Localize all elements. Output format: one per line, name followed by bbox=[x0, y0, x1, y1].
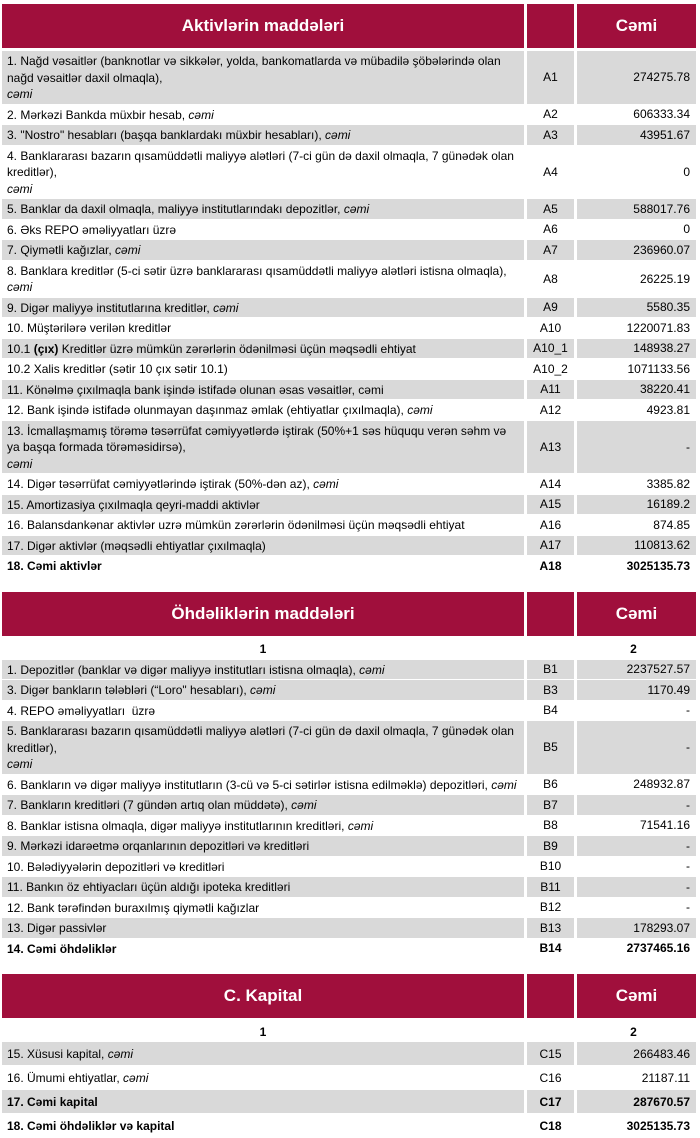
assets-rows bbox=[2, 51, 699, 577]
table-row bbox=[2, 400, 699, 421]
row-code: A5 bbox=[527, 199, 577, 219]
numbering-col-2: 2 bbox=[577, 639, 696, 660]
row-value: 148938.27 bbox=[577, 339, 696, 359]
assets-total-column-header: Cəmi bbox=[577, 4, 696, 48]
row-code: B9 bbox=[527, 836, 577, 856]
row-label: 11. Könəlmə çıxılmaqla bank işində istifadə olunan əsas vəsaitlər, cəmi bbox=[2, 380, 527, 400]
row-value: 1170.49 bbox=[577, 680, 696, 700]
row-value: 0 bbox=[683, 164, 690, 179]
row-label: 17. Digər aktivlər (məqsədli ehtiyatlar çıxılmaqla) bbox=[2, 536, 527, 556]
row-label: 5. Banklararası bazarın qısamüddətli maliyyə alətləri (7-ci gün də daxil olmaqla, 7 günədək olan kreditlər), cəmi bbox=[2, 721, 527, 774]
row-value: - bbox=[686, 900, 690, 915]
row-value: 2737465.16 bbox=[626, 941, 690, 956]
row-label: 3. "Nostro" hesabları (başqa banklardakı müxbir hesabları), cəmi bbox=[2, 125, 527, 145]
row-value: - bbox=[686, 859, 690, 874]
row-value: 26225.19 bbox=[639, 271, 690, 286]
row-code: A13 bbox=[527, 421, 577, 474]
numbering-col-empty bbox=[527, 639, 577, 660]
table-row bbox=[2, 775, 699, 796]
row-code: B10 bbox=[527, 857, 577, 877]
row-label: 6. Bankların və digər maliyyə institutların (3-cü və 5-ci sətirlər istisna edilməklə) depozitləri, cəmi bbox=[2, 775, 527, 795]
row-value: 588017.76 bbox=[577, 199, 696, 219]
liabilities-section-title: Öhdəliklərin maddələri bbox=[2, 592, 527, 636]
table-row bbox=[2, 536, 699, 557]
table-row bbox=[2, 298, 699, 319]
row-label: 16. Balansdankənar aktivlər uzrə mümkün zərərlərin ödənilməsi üçün məqsədli ehtiyat bbox=[2, 515, 527, 535]
row-value: 3385.82 bbox=[646, 476, 690, 491]
table-row bbox=[2, 1066, 699, 1090]
row-code: B8 bbox=[527, 816, 577, 836]
row-value: 274275.78 bbox=[577, 51, 696, 104]
table-row bbox=[2, 146, 699, 200]
row-code: B14 bbox=[527, 939, 577, 959]
row-value: - bbox=[577, 795, 696, 815]
table-row bbox=[2, 680, 699, 701]
table-row bbox=[2, 721, 699, 775]
liabilities-header-row bbox=[2, 592, 699, 639]
row-code: A14 bbox=[527, 474, 577, 494]
row-value: - bbox=[577, 877, 696, 897]
row-label: 14. Cəmi öhdəliklər bbox=[2, 939, 527, 959]
row-code: A7 bbox=[527, 240, 577, 260]
row-value: 287670.57 bbox=[577, 1090, 696, 1113]
liabilities-code-column-header bbox=[527, 592, 577, 636]
liabilities-total-column-header: Cəmi bbox=[577, 592, 696, 636]
row-value: 2237527.57 bbox=[577, 660, 696, 680]
row-code: A9 bbox=[527, 298, 577, 318]
capital-total-column-header: Cəmi bbox=[577, 974, 696, 1018]
section-assets bbox=[2, 4, 699, 577]
table-row bbox=[2, 1042, 699, 1066]
table-row bbox=[2, 939, 699, 960]
row-value: 16189.2 bbox=[577, 495, 696, 515]
row-label: 6. Əks REPO əməliyyatları üzrə bbox=[2, 220, 527, 240]
row-code: B13 bbox=[527, 918, 577, 938]
table-row bbox=[2, 836, 699, 857]
row-code: A11 bbox=[527, 380, 577, 400]
row-value: 71541.16 bbox=[639, 818, 690, 833]
row-code: B6 bbox=[527, 775, 577, 795]
assets-code-column-header bbox=[527, 4, 577, 48]
row-label: 17. Cəmi kapital bbox=[2, 1090, 527, 1113]
row-code: A8 bbox=[527, 261, 577, 297]
row-code: A10_2 bbox=[527, 359, 577, 379]
row-code: B5 bbox=[527, 721, 577, 774]
table-row bbox=[2, 660, 699, 681]
row-label: 2. Mərkəzi Bankda müxbir hesab, cəmi bbox=[2, 105, 527, 125]
row-label: 10. Bələdiyyələrin depozitləri və kreditləri bbox=[2, 857, 527, 877]
table-row bbox=[2, 359, 699, 380]
row-code: A6 bbox=[527, 220, 577, 240]
row-label: 8. Banklara kreditlər (5-ci sətir üzrə banklararası qısamüddətli maliyyə alətləri istisna olmaqla), cəmi bbox=[2, 261, 527, 297]
table-row bbox=[2, 857, 699, 878]
table-row bbox=[2, 51, 699, 105]
row-code: B12 bbox=[527, 898, 577, 918]
row-code: A16 bbox=[527, 515, 577, 535]
numbering-col-2: 2 bbox=[577, 1021, 696, 1042]
row-label: 4. Banklararası bazarın qısamüddətli maliyyə alətləri (7-ci gün də daxil olmaqla, 7 günədək olan kreditlər), cəmi bbox=[2, 146, 527, 199]
row-label: 5. Banklar da daxil olmaqla, maliyyə institutlarındakı depozitlər, cəmi bbox=[2, 199, 527, 219]
row-code: A12 bbox=[527, 400, 577, 420]
row-value: 21187.11 bbox=[641, 1070, 690, 1085]
row-value: 5580.35 bbox=[577, 298, 696, 318]
row-label: 12. Bank tərəfindən buraxılmış qiymətli kağızlar bbox=[2, 898, 527, 918]
row-label: 15. Xüsusi kapital, cəmi bbox=[2, 1042, 527, 1065]
numbering-col-1: 1 bbox=[2, 639, 527, 660]
row-value: 1071133.56 bbox=[627, 361, 690, 376]
row-label: 1. Nağd vəsaitlər (banknotlar və sikkələr, yolda, bankomatlarda və mübadilə şöbələrində olan nağd vəsaitlər daxil olmaqla), cəmi bbox=[2, 51, 527, 104]
table-row bbox=[2, 199, 699, 220]
section-liabilities bbox=[2, 592, 699, 960]
table-row bbox=[2, 339, 699, 360]
assets-header-row bbox=[2, 4, 699, 51]
row-value: 606333.34 bbox=[633, 107, 690, 122]
numbering-col-empty bbox=[527, 1021, 577, 1042]
row-label: 18. Cəmi aktivlər bbox=[2, 556, 527, 576]
table-row bbox=[2, 898, 699, 919]
row-value: 266483.46 bbox=[577, 1042, 696, 1065]
row-value: 4923.81 bbox=[646, 402, 690, 417]
row-value: 43951.67 bbox=[577, 125, 696, 145]
row-value: 38220.41 bbox=[577, 380, 696, 400]
table-row bbox=[2, 261, 699, 298]
table-row bbox=[2, 495, 699, 516]
row-label: 7. Qiymətli kağızlar, cəmi bbox=[2, 240, 527, 260]
row-value: 3025135.73 bbox=[626, 1118, 690, 1133]
row-value: 0 bbox=[683, 222, 690, 237]
row-label: 9. Digər maliyyə institutlarına kreditlər, cəmi bbox=[2, 298, 527, 318]
row-value: - bbox=[577, 421, 696, 474]
section-capital bbox=[2, 974, 699, 1138]
row-code: A4 bbox=[527, 146, 577, 199]
row-code: C15 bbox=[527, 1042, 577, 1065]
row-label: 9. Mərkəzi idarəetmə orqanlarının depozitləri və kreditləri bbox=[2, 836, 527, 856]
capital-header-row bbox=[2, 974, 699, 1021]
row-label: 15. Amortizasiya çıxılmaqla qeyri-maddi aktivlər bbox=[2, 495, 527, 515]
row-value: 3025135.73 bbox=[626, 558, 690, 573]
row-label: 10. Müştərilərə verilən kreditlər bbox=[2, 318, 527, 338]
row-value: 248932.87 bbox=[633, 777, 690, 792]
row-code: A1 bbox=[527, 51, 577, 104]
row-label: 10.1 (çıx) Kreditlər üzrə mümkün zərərlərin ödənilməsi üçün məqsədli ehtiyat bbox=[2, 339, 527, 359]
table-row bbox=[2, 918, 699, 939]
table-row bbox=[2, 421, 699, 475]
table-row bbox=[2, 240, 699, 261]
row-value: 178293.07 bbox=[577, 918, 696, 938]
liabilities-numbering-row bbox=[2, 639, 699, 660]
row-value: - bbox=[577, 721, 696, 774]
capital-rows bbox=[2, 1042, 699, 1138]
row-label: 8. Banklar istisna olmaqla, digər maliyyə institutlarının kreditləri, cəmi bbox=[2, 816, 527, 836]
row-code: A15 bbox=[527, 495, 577, 515]
table-row bbox=[2, 1090, 699, 1114]
table-row bbox=[2, 474, 699, 495]
capital-code-column-header bbox=[527, 974, 577, 1018]
row-label: 7. Bankların kreditləri (7 gündən artıq olan müddətə), cəmi bbox=[2, 795, 527, 815]
row-code: B7 bbox=[527, 795, 577, 815]
row-value: - bbox=[577, 836, 696, 856]
row-label: 13. Digər passivlər bbox=[2, 918, 527, 938]
row-code: A3 bbox=[527, 125, 577, 145]
table-row bbox=[2, 125, 699, 146]
table-row bbox=[2, 795, 699, 816]
table-row bbox=[2, 701, 699, 722]
row-label: 13. İcmallaşmamış törəmə təsərrüfat cəmiyyətlərdə iştirak (50%+1 səs hüququ verən səhm və ya başqa formada törəməsidirsə), cəmi bbox=[2, 421, 527, 474]
liabilities-rows bbox=[2, 660, 699, 960]
row-code: B1 bbox=[527, 660, 577, 680]
row-code: B4 bbox=[527, 701, 577, 721]
row-code: C18 bbox=[527, 1114, 577, 1137]
row-label: 11. Bankın öz ehtiyacları üçün aldığı ipoteka kreditləri bbox=[2, 877, 527, 897]
row-label: 1. Depozitlər (banklar və digər maliyyə institutları istisna olmaqla), cəmi bbox=[2, 660, 527, 680]
row-value: 1220071.83 bbox=[626, 320, 690, 335]
table-row bbox=[2, 1114, 699, 1138]
row-label: 18. Cəmi öhdəliklər və kapital bbox=[2, 1114, 527, 1137]
row-code: A10 bbox=[527, 318, 577, 338]
table-row bbox=[2, 877, 699, 898]
row-code: A10_1 bbox=[527, 339, 577, 359]
row-label: 10.2 Xalis kreditlər (sətir 10 çıx sətir 10.1) bbox=[2, 359, 527, 379]
row-code: A2 bbox=[527, 105, 577, 125]
row-code: A18 bbox=[527, 556, 577, 576]
row-label: 14. Digər təsərrüfat cəmiyyətlərində iştirak (50%-dən az), cəmi bbox=[2, 474, 527, 494]
row-value: - bbox=[686, 703, 690, 718]
capital-numbering-row bbox=[2, 1021, 699, 1042]
row-code: A17 bbox=[527, 536, 577, 556]
table-row bbox=[2, 380, 699, 401]
row-code: C16 bbox=[527, 1066, 577, 1089]
row-code: B3 bbox=[527, 680, 577, 700]
row-label: 3. Digər bankların tələbləri (“Loro" hesabları), cəmi bbox=[2, 680, 527, 700]
capital-section-title: C. Kapital bbox=[2, 974, 527, 1018]
table-row bbox=[2, 220, 699, 241]
table-row bbox=[2, 816, 699, 837]
assets-section-title: Aktivlərin maddələri bbox=[2, 4, 527, 48]
row-value: 874.85 bbox=[653, 517, 690, 532]
row-label: 12. Bank işində istifadə olunmayan daşınmaz əmlak (ehtiyatlar çıxılmaqla), cəmi bbox=[2, 400, 527, 420]
table-row bbox=[2, 515, 699, 536]
numbering-col-1: 1 bbox=[2, 1021, 527, 1042]
table-row bbox=[2, 105, 699, 126]
row-value: 236960.07 bbox=[577, 240, 696, 260]
table-row bbox=[2, 556, 699, 577]
row-code: C17 bbox=[527, 1090, 577, 1113]
table-row bbox=[2, 318, 699, 339]
row-code: B11 bbox=[527, 877, 577, 897]
row-value: 110813.62 bbox=[577, 536, 696, 556]
row-label: 4. REPO əməliyyatları üzrə bbox=[2, 701, 527, 721]
row-label: 16. Ümumi ehtiyatlar, cəmi bbox=[2, 1066, 527, 1089]
